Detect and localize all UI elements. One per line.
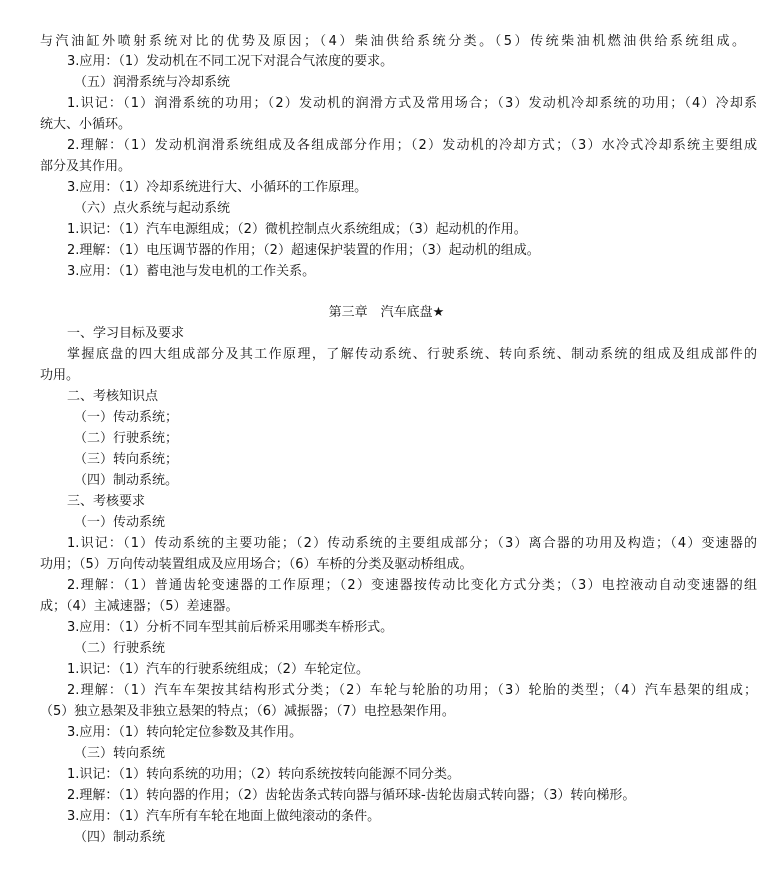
text-line: 3.应用：（1）转向轮定位参数及其作用。 [67, 725, 303, 740]
text-line: 功用。 [40, 368, 80, 383]
text-line: 功用；（5）万向传动装置组成及应用场合；（6）车桥的分类及驱动桥组成。 [40, 557, 473, 572]
list-item: （四）制动系统。 [74, 473, 179, 488]
section-heading: 三、考核要求 [67, 494, 146, 509]
text-line: （5）独立悬架及非独立悬架的特点；（6）减振器；（7）电控悬架作用。 [40, 704, 455, 719]
text-line: 2.理解：（1）转向器的作用；（2）齿轮齿条式转向器与循环球-齿轮齿扇式转向器；（3）转向梯形。 [67, 788, 636, 803]
text-line: 掌握底盘的四大组成部分及其工作原理，了解传动系统、行驶系统、转向系统、制动系统的组成及组成部件的 [67, 347, 757, 362]
text-line: 1.识记：（1）转向系统的功用；（2）转向系统按转向能源不同分类。 [67, 767, 460, 782]
text-line: 3.应用：（1）汽车所有车轮在地面上做纯滚动的条件。 [67, 809, 381, 824]
section-heading: （二）行驶系统 [74, 641, 166, 656]
list-item: （一）传动系统； [74, 410, 179, 425]
section-heading: 二、考核知识点 [67, 389, 159, 404]
text-line: 统大、小循环。 [40, 117, 132, 132]
list-item: （二）行驶系统； [74, 431, 179, 446]
section-heading: （四）制动系统 [74, 830, 166, 845]
text-line: 部分及其作用。 [40, 159, 132, 174]
text-line: 2.理解：（1）发动机润滑系统组成及各组成部分作用；（2）发动机的冷却方式；（3）水冷式冷却系统主要组成 [67, 138, 757, 153]
text-line: 1.识记：（1）传动系统的主要功能；（2）传动系统的主要组成部分；（3）离合器的功用及构造；（4）变速器的 [67, 536, 757, 551]
list-item: （三）转向系统； [74, 452, 179, 467]
section-heading: 一、学习目标及要求 [67, 326, 185, 341]
chapter-title: 第三章 汽车底盘★ [328, 305, 445, 320]
text-line: 与汽油缸外喷射系统对比的优势及原因；（4）柴油供给系统分类。（5）传统柴油机燃油供给系统组成。 [40, 34, 745, 49]
text-line: 1.识记：（1）汽车电源组成；（2）微机控制点火系统组成；（3）起动机的作用。 [67, 222, 527, 237]
text-line: 2.理解：（1）汽车车架按其结构形式分类；（2）车轮与轮胎的功用；（3）轮胎的类型；（4）汽车悬架的组成； [67, 683, 757, 698]
section-heading: （五）润滑系统与冷却系统 [74, 75, 231, 90]
section-heading: （六）点火系统与起动系统 [74, 201, 231, 216]
section-heading: （三）转向系统 [74, 746, 166, 761]
text-line: 成；（4）主减速器；（5）差速器。 [40, 599, 239, 614]
text-line: 2.理解：（1）电压调节器的作用；（2）超速保护装置的作用；（3）起动机的组成。 [67, 243, 540, 258]
text-line: 1.识记：（1）润滑系统的功用；（2）发动机的润滑方式及常用场合；（3）发动机冷却系统的功用；（4）冷却系 [67, 96, 757, 111]
text-line: 3.应用：（1）蓄电池与发电机的工作关系。 [67, 264, 316, 279]
text-line: 3.应用：（1）发动机在不同工况下对混合气浓度的要求。 [67, 54, 394, 69]
text-line: 3.应用：（1）分析不同车型其前后桥采用哪类车桥形式。 [67, 620, 394, 635]
text-line: 3.应用：（1）冷却系统进行大、小循环的工作原理。 [67, 180, 368, 195]
text-line: 2.理解：（1）普通齿轮变速器的工作原理；（2）变速器按传动比变化方式分类；（3）电控液动自动变速器的组 [67, 578, 757, 593]
section-heading: （一）传动系统 [74, 515, 166, 530]
text-line: 1.识记：（1）汽车的行驶系统组成；（2）车轮定位。 [67, 662, 369, 677]
